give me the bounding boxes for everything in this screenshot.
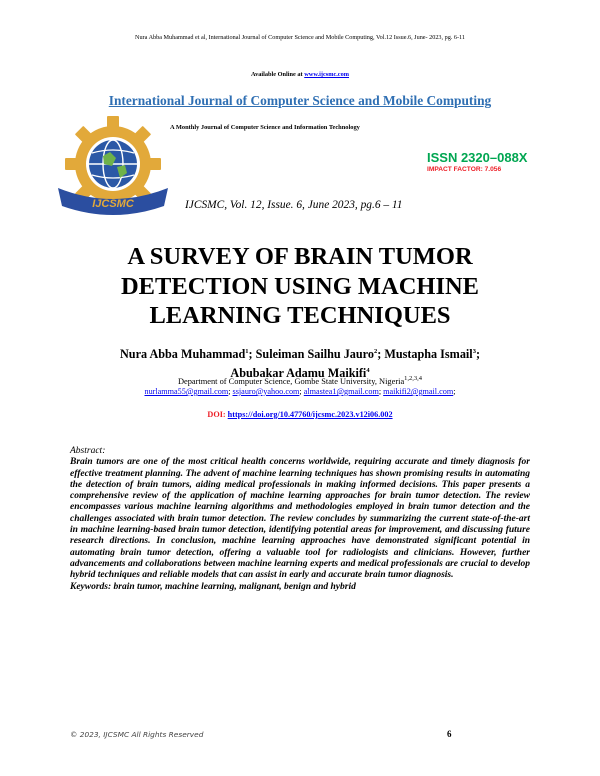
author-name: Mustapha Ismail [384,347,473,362]
department: Department of Computer Science, Gombe State University, Nigeria [177,376,405,386]
impact-factor: IMPACT FACTOR: 7.056 [427,166,502,173]
author-emails: nurlamma55@gmail.com; ssjauro@yahoo.com; almastea1@gmail.com; maikifi2@gmail.com; [144,387,456,396]
running-head: Nura Abba Muhammad et al, International Journal of Computer Science and Mobile Computing, Vol.12 Issue.6, June- 2023, pg. 6-11 [135,34,465,41]
journal-name: International Journal of Computer Science and Mobile Computing [108,93,492,108]
title-line: A SURVEY OF BRAIN TUMOR [127,243,473,270]
doi-label: DOI: [207,410,226,419]
email-link[interactable]: nurlamma55@gmail.com [144,387,229,396]
author-name: Nura Abba Muhammad [119,347,246,362]
author-affiliation-mark: 2 [373,348,378,355]
department-affiliation-marks: 1,2,3,4 [404,375,423,382]
citation: IJCSMC, Vol. 12, Issue. 6, June 2023, pg.6 – 11 [185,199,403,211]
keywords: Keywords: brain tumor, machine learning, malignant, benign and hybrid [70,581,356,592]
abstract-heading: Abstract: [70,446,106,456]
abstract-text: Brain tumors are one of the most critical health concerns worldwide, requiring accurate and timely diagnosis for effective treatment planning. The advent of machine learning techniques has shown promising results in automating the detection of brain tumors, aiding medical professionals in making informed decisions. This paper presents a comprehensive review of the application of machine learning approaches for brain tumor detection. The review encompasses various machine learning algorithms and methodologies employed in brain tumor detection and the challenges associated with brain tumor detection. The review concludes by summarizing the current state-of-the-art in machine learning-based brain tumor detection, identifying potential areas for improvement, and discussing future research directions. In conclusion, machine learning approaches have demonstrated significant potential in automating brain tumor detection, offering a valuable tool for radiologists and clinicians. However, further advancements and collaborations between machine learning experts and medical professionals are crucial to develop hybrid techniques and reliable models that can assist in early and accurate brain tumor diagnosis. [70,457,530,581]
email-link[interactable]: maikifi2@gmail.com [383,387,454,396]
journal-logo [54,114,172,222]
available-online [0,71,600,78]
email-link[interactable]: ssjauro@yahoo.com [232,387,300,396]
paper-title [0,242,600,331]
author-affiliation-mark: 4 [366,366,370,374]
globe-icon [89,140,137,188]
journal-website-link[interactable]: www.ijcsmc.com [304,71,349,78]
issn: ISSN 2320–088X [427,150,528,165]
author-affiliation-mark: 3 [472,348,476,355]
doi [0,410,600,419]
email-link[interactable]: almastea1@gmail.com [303,387,379,396]
journal-subtitle: A Monthly Journal of Computer Science and Information Technology [170,124,360,131]
author-affiliation-mark: 1 [245,348,249,355]
author-name: Abubakar Adamu Maikifi [230,365,367,380]
footer-copyright: © 2023, IJCSMC All Rights Reserved [70,730,204,739]
title-line: LEARNING TECHNIQUES [149,302,451,329]
page-number: 6 [447,729,452,739]
author-list: Nura Abba Muhammad$^1$; Suleiman Sailhu Jauro$^2$; Mustapha Ismail$^3$; Abubakar Adamu Maikifi$^4$ [119,347,481,380]
title-line: DETECTION USING MACHINE [120,272,480,300]
logo-text: IJCSMC [92,198,134,210]
author-name: Suleiman Sailhu Jauro [255,347,374,362]
affiliation [0,375,600,386]
abstract-section [70,446,530,593]
available-online-label: Available Online at [250,71,303,78]
doi-link[interactable]: https://doi.org/10.47760/ijcsmc.2023.v12i06.002 [227,410,393,419]
